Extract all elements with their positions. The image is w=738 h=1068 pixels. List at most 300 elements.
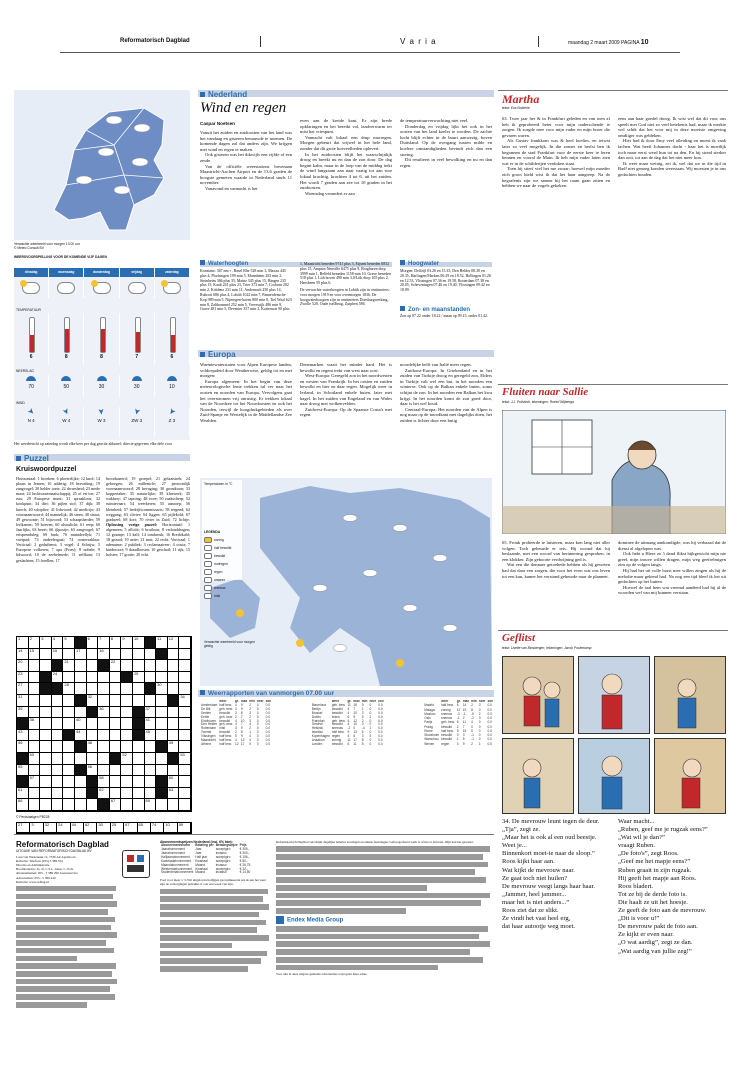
- crossword-cell[interactable]: [40, 695, 52, 707]
- nederland-paragraph: Vanuit het zuiden en zuidoosten van het land was het vandaag en gisteren benauwde te noemen. De komende dagen zal dat anders zijn. We krijgen met wind en regen te maken.: [200, 130, 292, 152]
- crossword-cell[interactable]: [145, 776, 157, 788]
- geflitst-left-line: Weet je...: [502, 842, 527, 850]
- crossword-cell[interactable]: [40, 707, 52, 719]
- crossword-cell[interactable]: [98, 695, 110, 707]
- crossword-cell[interactable]: [168, 649, 180, 661]
- crossword-cell[interactable]: [133, 695, 145, 707]
- crossword-cell[interactable]: [98, 730, 110, 742]
- crossword-cell[interactable]: [87, 718, 99, 730]
- crossword-cell[interactable]: 18: [98, 649, 110, 661]
- crossword-cell[interactable]: 48: [87, 741, 99, 753]
- solution-cell[interactable]: [178, 823, 191, 833]
- weather-table-cell: 0.0: [265, 714, 271, 719]
- weather-table-cell: 5: [361, 741, 364, 746]
- crossword-cell[interactable]: [52, 707, 64, 719]
- crossword-cell[interactable]: 57: [29, 776, 41, 788]
- crossword-cell[interactable]: 43: [17, 730, 29, 742]
- crossword-cell[interactable]: [168, 683, 180, 695]
- crossword-cell[interactable]: 12: [168, 637, 180, 649]
- crossword-cell[interactable]: [40, 753, 52, 765]
- crossword-cell[interactable]: [98, 741, 110, 753]
- crossword-cell[interactable]: [110, 707, 122, 719]
- crossword-cell[interactable]: 1: [17, 637, 29, 649]
- solution-cell[interactable]: [138, 823, 151, 833]
- crossword-cell[interactable]: [110, 776, 122, 788]
- solution-cell[interactable]: [71, 823, 84, 833]
- crossword-block: [75, 741, 87, 753]
- crossword-cell[interactable]: 53: [179, 753, 191, 765]
- crossword-cell[interactable]: [145, 672, 157, 684]
- crossword-cell[interactable]: [121, 765, 133, 777]
- crossword-cell[interactable]: [179, 637, 191, 649]
- solution-cell[interactable]: [111, 823, 124, 833]
- solution-cell-number: 10: [165, 822, 170, 827]
- crossword-cell[interactable]: 46: [17, 741, 29, 753]
- crossword-cell[interactable]: 31: [17, 695, 29, 707]
- crossword-cell[interactable]: [63, 765, 75, 777]
- solution-cell[interactable]: [124, 823, 137, 833]
- crossword-cell[interactable]: [110, 683, 122, 695]
- crossword-cell[interactable]: [98, 672, 110, 684]
- crossword-cell[interactable]: [40, 649, 52, 661]
- crossword-cell[interactable]: [52, 765, 64, 777]
- crossword-cell[interactable]: [133, 788, 145, 800]
- crossword-cell[interactable]: [110, 695, 122, 707]
- crossword-cell[interactable]: [63, 799, 75, 811]
- weather-table-cell: Malaga: [424, 707, 435, 712]
- weather-table-cell: Frankfurt: [311, 718, 325, 723]
- abo-header: Betaling per: [195, 843, 214, 848]
- fc-temps-cell: [84, 313, 119, 365]
- crossword-cell[interactable]: 32: [87, 695, 99, 707]
- weather-table-row: [311, 743, 385, 747]
- solution-cell[interactable]: [151, 823, 164, 833]
- crossword-cell[interactable]: [40, 776, 52, 788]
- geflitst-left-line: „Tja”, zegt ze.: [502, 826, 541, 834]
- europa-paragraph: Europa algemeen: In het begin van deze meteorologische lente trekken tal ver naar het oosten en noorden van Europa. Vervolgens gaat het overstromen vrij onrustig. Er trekken lokaal van de Noordzee tot het Noordoosten en ook het Noorden, terwijl de hoogdrukgebieden als over Zuid-Spanje en Westelijk in de Middellandse Zee Wealden.: [200, 378, 292, 423]
- header-divider-right: [538, 36, 539, 47]
- crossword-cell[interactable]: [52, 799, 64, 811]
- crossword-cell[interactable]: 50: [29, 753, 41, 765]
- weer-footnote: Het weerbericht op zaterdag wordt elke keer per dag geactie aldaarel; directe gegevens elke dele voor: [14, 442, 173, 446]
- crossword-cell[interactable]: [63, 695, 75, 707]
- martha-column-2: [618, 116, 726, 178]
- crossword-cell[interactable]: [63, 718, 75, 730]
- thermometer-fill: [171, 335, 175, 352]
- solution-cell-number: 59: [178, 822, 184, 827]
- crossword-cell[interactable]: [179, 649, 191, 661]
- weer-section: [14, 90, 190, 450]
- crossword-cell[interactable]: [168, 672, 180, 684]
- solution-cell[interactable]: [164, 823, 177, 833]
- crossword-cell[interactable]: 38: [29, 718, 41, 730]
- crossword-cell[interactable]: [63, 741, 75, 753]
- crossword-cell[interactable]: [179, 765, 191, 777]
- crossword-cell[interactable]: [121, 660, 133, 672]
- crossword-cell[interactable]: [63, 776, 75, 788]
- crossword-cell[interactable]: [29, 672, 41, 684]
- puzzel-square-icon: [16, 456, 21, 461]
- abo-cell: € 14,50: [239, 870, 251, 875]
- solution-cell-number: 24: [58, 822, 63, 827]
- geflitst-right-line: Hij geeft het mapje aan Roos.: [618, 874, 697, 882]
- crossword-cell[interactable]: [156, 718, 168, 730]
- weather-table-cell: 0: [256, 710, 259, 715]
- header-section: V a r i a: [400, 37, 437, 46]
- crossword-cell[interactable]: [52, 741, 64, 753]
- crossword-cell[interactable]: 49: [168, 741, 180, 753]
- forecast-wind-value: W 4: [62, 418, 71, 423]
- crossword-cell[interactable]: 5: [63, 637, 75, 649]
- fluiten-paragraph: Hij had het uit volle borst mee willen zingen als hij de melodie maar gekend had. Na nog een tijd bleef ik het uit gedachten op het buiten.: [618, 567, 726, 585]
- colophon-right-filler: [276, 846, 492, 913]
- crossword-cell[interactable]: 21: [63, 660, 75, 672]
- weather-table-cell: 9: [240, 734, 243, 739]
- crossword-cell[interactable]: [121, 683, 133, 695]
- crossword-cell[interactable]: [145, 649, 157, 661]
- weather-table-cell: bewolkt: [331, 741, 343, 746]
- fc-temps-cell: [155, 313, 190, 365]
- weather-table-cell: 3: [456, 741, 459, 746]
- legend-item: [204, 585, 240, 591]
- nederland-paragraph: In het zuidoosten blijft het waarschijnlijk droog en breekt nu en dan de zon door. De dag begint kalm, maar in de loop van de middag trekt de wind langzaam aan naar vaatig tot aan stoe lokaal krachtig, krachten 4 tot 6, uit het zuiden. Het wordt 7 graden aan zee tot 10 graden in het zuidoosten.: [300, 151, 392, 191]
- crossword-cell[interactable]: [52, 695, 64, 707]
- crossword-cell[interactable]: [133, 765, 145, 777]
- crossword-cell[interactable]: [110, 672, 122, 684]
- europa-section-title: [200, 350, 236, 359]
- forecast-table: [14, 268, 190, 440]
- crossword-cell[interactable]: [52, 788, 64, 800]
- crossword-cell[interactable]: [110, 730, 122, 742]
- crossword-cell[interactable]: 37: [145, 707, 157, 719]
- crossword-cell[interactable]: [40, 788, 52, 800]
- weather-table-cell: -1: [462, 711, 466, 716]
- crossword-block: [63, 730, 75, 742]
- crossword-cell[interactable]: [179, 718, 191, 730]
- geflitst-rule: [498, 630, 728, 631]
- crossword-cell[interactable]: [52, 718, 64, 730]
- crossword-cell[interactable]: [87, 753, 99, 765]
- crossword-cell[interactable]: [29, 660, 41, 672]
- fc-wind-cell: [84, 407, 119, 437]
- crossword-cell[interactable]: 60: [168, 776, 180, 788]
- crossword-cell[interactable]: 8: [110, 637, 122, 649]
- crossword-cell[interactable]: 16: [52, 649, 64, 661]
- crossword-cell[interactable]: [87, 799, 99, 811]
- solution-cell[interactable]: [97, 823, 110, 833]
- crossword-cell[interactable]: [168, 660, 180, 672]
- crossword-block: [145, 683, 157, 695]
- abo-cell: acceptgiro: [215, 854, 231, 859]
- crossword-cell[interactable]: [145, 753, 157, 765]
- wind-arrow-icon: ➤: [131, 407, 142, 416]
- weather-table-cell: 9: [240, 706, 243, 711]
- crossword-cell[interactable]: [156, 730, 168, 742]
- martha-column-1: [502, 116, 610, 189]
- crossword-cell[interactable]: 61: [17, 788, 29, 800]
- abo-cell: € 300,-: [239, 850, 250, 855]
- crossword-cell[interactable]: 15: [29, 649, 41, 661]
- header-date-text: maandag 2 maart 2009: [568, 40, 620, 46]
- crossword-cell[interactable]: [179, 660, 191, 672]
- solution-cell-number: 44: [71, 822, 77, 827]
- crossword-cell[interactable]: [145, 695, 157, 707]
- weather-table-cell: 15: [462, 728, 467, 733]
- weather-table-cell: 0: [478, 733, 481, 738]
- crossword-cell[interactable]: 7: [98, 637, 110, 649]
- crossword-cell[interactable]: [121, 718, 133, 730]
- crossword-cell[interactable]: 36: [98, 707, 110, 719]
- crossword-cell[interactable]: [98, 753, 110, 765]
- crossword-cell[interactable]: [156, 799, 168, 811]
- weather-table-cell: bewolkt: [441, 737, 452, 742]
- crossword-cell[interactable]: [168, 718, 180, 730]
- crossword-cell[interactable]: [98, 683, 110, 695]
- crossword-cell[interactable]: [75, 753, 87, 765]
- weather-table-cell: geh. bew.: [331, 718, 346, 723]
- weather-table-header: gr.: [456, 699, 461, 704]
- crossword-cell[interactable]: 34: [179, 695, 191, 707]
- comic-figures: [502, 656, 726, 814]
- solution-cell[interactable]: [84, 823, 97, 833]
- solution-cell[interactable]: [44, 823, 57, 833]
- weather-table-cell: 1: [361, 706, 364, 711]
- crossword-cell[interactable]: [110, 741, 122, 753]
- weather-table-cell: 2: [462, 716, 465, 721]
- crossword-cell[interactable]: [145, 741, 157, 753]
- crossword-cell[interactable]: [121, 730, 133, 742]
- weather-table-cell: Amsterdam: [201, 702, 218, 707]
- crossword-cell[interactable]: 17: [75, 649, 87, 661]
- weather-table-cell: 0: [256, 702, 259, 707]
- crossword-cell[interactable]: [133, 799, 145, 811]
- colophon-line: Abonnementen: 055 - 5 389 299 Lezersservice: [16, 871, 78, 876]
- martha-paragraph: eens aan haar goedel droeg. Ik wist wel dat dit voor ons speelt met God niet zo veel betekenis had, maar ik merkte wel schik dat het voor mij in deze moeiste omgeving omdiiger was gebleken.: [618, 116, 726, 138]
- legend-item: [204, 569, 240, 575]
- crossword-cell[interactable]: 63: [168, 788, 180, 800]
- crossword-cell[interactable]: [110, 718, 122, 730]
- weather-table-cell: 7: [462, 724, 465, 729]
- crossword-cell[interactable]: 41: [145, 718, 157, 730]
- crossword-cell[interactable]: [29, 695, 41, 707]
- legend-label: regen: [214, 569, 223, 574]
- crossword-cell[interactable]: 28: [63, 683, 75, 695]
- crossword-cell[interactable]: 22: [110, 660, 122, 672]
- europa-paragraph: West-Europa: Geregeld zon in het noordwesten en westen van Frankrijk. In het oosten en zuiden bewolkt en hier en daar regen. Mogelijk weer in Ierland, in Schotland enkele buien, later met hagel. In het zuiden van Engeland en van Wales naar droog met wolkenvelden.: [300, 373, 393, 407]
- crossword-cell[interactable]: [87, 672, 99, 684]
- crossword-cell[interactable]: 40: [75, 718, 87, 730]
- crossword-cell[interactable]: [156, 753, 168, 765]
- colophon-right-filler-2: [276, 926, 492, 970]
- weather-table-header: max: [462, 699, 470, 704]
- crossword-cell[interactable]: [75, 799, 87, 811]
- weather-table-cell: 9: [353, 714, 356, 719]
- crossword-cell[interactable]: [75, 672, 87, 684]
- crossword-cell[interactable]: 52: [121, 753, 133, 765]
- crossword-cell[interactable]: [133, 776, 145, 788]
- weather-table-cell: bewolkt: [331, 706, 343, 711]
- crossword-grid[interactable]: [16, 636, 192, 812]
- crossword-cell[interactable]: [121, 695, 133, 707]
- forecast-wind-value: ZW 3: [131, 418, 143, 423]
- crossword-cell[interactable]: 56: [87, 765, 99, 777]
- crossword-cell[interactable]: [179, 672, 191, 684]
- crossword-cell[interactable]: [179, 707, 191, 719]
- crossword-cell[interactable]: 62: [98, 788, 110, 800]
- crossword-cell[interactable]: [121, 788, 133, 800]
- colophon-left: [16, 840, 118, 1010]
- crossword-cell[interactable]: [156, 765, 168, 777]
- waterhoogten-col2b-text: De verwachte waterhoogten in Lobith zijn in centimeters: voor morgen 1919 en voor overmorgen 1836. De hoogwaterhoogten zijn in centimeters Doesburgwerking, Zwolle 520, Oude tsellbrug, Zutphen 586.: [300, 287, 390, 307]
- crossword-cell[interactable]: [87, 649, 99, 661]
- crossword-cell[interactable]: 6: [87, 637, 99, 649]
- crossword-cell[interactable]: 24: [52, 672, 64, 684]
- crossword-cell[interactable]: 14: [17, 649, 29, 661]
- crossword-cell[interactable]: [87, 660, 99, 672]
- crossword-cell[interactable]: [110, 765, 122, 777]
- crossword-cell[interactable]: [133, 741, 145, 753]
- crossword-cell[interactable]: [52, 730, 64, 742]
- crossword-cell[interactable]: [29, 683, 41, 695]
- crossword-cell[interactable]: 35: [17, 707, 29, 719]
- crossword-cell[interactable]: [168, 707, 180, 719]
- solution-cell[interactable]: [30, 823, 43, 833]
- crossword-cell[interactable]: [75, 788, 87, 800]
- crossword-cell[interactable]: 44: [75, 730, 87, 742]
- crossword-cell[interactable]: [75, 776, 87, 788]
- crossword-cell[interactable]: [63, 707, 75, 719]
- crossword-block: [168, 695, 180, 707]
- crossword-cell[interactable]: [75, 683, 87, 695]
- crossword-cell[interactable]: 2: [29, 637, 41, 649]
- weather-table-cell: sneeuw: [441, 716, 453, 721]
- crossword-cell[interactable]: [29, 799, 41, 811]
- weather-table-cell: Wenen: [424, 741, 435, 746]
- fc-days-cell: [155, 268, 190, 277]
- crossword-cell[interactable]: [40, 730, 52, 742]
- crossword-cell[interactable]: [133, 649, 145, 661]
- crossword-cell[interactable]: 67: [110, 799, 122, 811]
- crossword-cell[interactable]: [40, 741, 52, 753]
- crossword-cell[interactable]: [63, 788, 75, 800]
- weather-table-header: min: [249, 699, 255, 703]
- crossword-cell[interactable]: [121, 776, 133, 788]
- crossword-cell[interactable]: [121, 649, 133, 661]
- crossword-cell[interactable]: [63, 753, 75, 765]
- crossword-cell[interactable]: [179, 730, 191, 742]
- weather-table-cell: 10: [240, 718, 245, 723]
- crossword-cell[interactable]: 9: [121, 637, 133, 649]
- crossword-cell[interactable]: [145, 765, 157, 777]
- puzzel-section-text: Puzzel: [24, 454, 49, 463]
- crossword-cell[interactable]: [29, 788, 41, 800]
- weather-table-cell: 7: [240, 714, 243, 719]
- crossword-cell[interactable]: [168, 799, 180, 811]
- crossword-cell[interactable]: [145, 660, 157, 672]
- crossword-cell[interactable]: [179, 788, 191, 800]
- weather-table-cell: bewolkt: [219, 730, 231, 735]
- crossword-cell[interactable]: 55: [17, 765, 29, 777]
- waterhoogten-col2: [300, 262, 392, 307]
- fluiten-column-1: [502, 540, 610, 579]
- crossword-cell[interactable]: 30: [156, 683, 168, 695]
- weather-table-cell: 0: [256, 726, 259, 731]
- crossword-cell[interactable]: 58: [98, 776, 110, 788]
- crossword-cell[interactable]: [52, 753, 64, 765]
- crossword-cell[interactable]: 27: [17, 683, 29, 695]
- crossword-cell[interactable]: [52, 776, 64, 788]
- crossword-cell[interactable]: 11: [156, 637, 168, 649]
- weather-report-tables: [200, 700, 494, 747]
- abo-cell: Halfjaarabonnement: [161, 854, 190, 859]
- crossword-cell[interactable]: 66: [17, 799, 29, 811]
- solution-cell-number: 67: [125, 822, 130, 827]
- crossword-cell[interactable]: [75, 660, 87, 672]
- weather-table-cell: 9: [361, 702, 364, 707]
- legend-symbol-icon: [204, 577, 212, 583]
- weather-table-cell: 5: [234, 734, 237, 739]
- crossword-cell[interactable]: [98, 718, 110, 730]
- crossword-cell[interactable]: [156, 695, 168, 707]
- geflitst-left-line: Roos kijkt haar aan.: [502, 858, 555, 866]
- crossword-cell[interactable]: 45: [145, 730, 157, 742]
- solution-cell[interactable]: [17, 823, 30, 833]
- crossword-cell[interactable]: [40, 765, 52, 777]
- solution-cell[interactable]: [57, 823, 70, 833]
- crossword-cell[interactable]: 69: [145, 799, 157, 811]
- colophon-line: Advertenties: 055 - 5 389 444: [16, 875, 56, 880]
- crossword-cell[interactable]: 3: [40, 637, 52, 649]
- weather-table-cell: 3: [462, 733, 465, 738]
- crossword-cell[interactable]: 4: [52, 637, 64, 649]
- crossword-cell[interactable]: 23: [17, 672, 29, 684]
- crossword-cell[interactable]: [156, 707, 168, 719]
- thermometer-fill: [101, 329, 105, 352]
- crossword-block: [156, 788, 168, 800]
- abo-cell: € 156,-: [239, 854, 250, 859]
- colophon-right-text: Reformatorisch Dagblad verschijnt dagelijks behalve zondagen en enkele feestdagen. Gefotografeerd werk is of het er beloven, blijk kan het gewerkt.: [276, 840, 474, 844]
- crossword-block: [98, 799, 110, 811]
- crossword-cell[interactable]: 20: [17, 660, 29, 672]
- crossword-cell[interactable]: [156, 660, 168, 672]
- crossword-block: [17, 753, 29, 765]
- crossword-cell[interactable]: [121, 707, 133, 719]
- abo-cell: Studentenabonnement: [161, 870, 194, 875]
- nederland-headline: Wind en regen: [200, 100, 287, 116]
- crossword-cell[interactable]: [40, 799, 52, 811]
- fluiten-paragraph: dominee de uitmang aankondigde, was hij verbaasd dat de dienst al afgelopen was.: [618, 540, 726, 551]
- crossword-cell[interactable]: [179, 776, 191, 788]
- forecast-temp-value: 8: [100, 354, 103, 360]
- weather-table-cell: half bew.: [219, 734, 232, 739]
- crossword-cell[interactable]: [179, 799, 191, 811]
- martha-paragraph: Als Gustav frankkom was & heel koelies, en ietwat later zo veel mogelijk. In die zomer en herfst ben ik begonnen de stad Frankfurt voor de eerste keer te leren kennen en vooral de Main. Ik heb mijn vader laten zien wat er in de schilderijen verdoken staat.: [502, 138, 610, 166]
- weather-table-cell: 2: [249, 714, 252, 719]
- fc-wind-cell: [14, 407, 49, 437]
- crossword-cell[interactable]: [133, 753, 145, 765]
- crossword-cell[interactable]: [121, 799, 133, 811]
- crossword-cell[interactable]: 10: [133, 637, 145, 649]
- crossword-cell[interactable]: [133, 683, 145, 695]
- weather-table-cell: Rotterdam: [201, 726, 216, 731]
- crossword-cell[interactable]: 25: [133, 672, 145, 684]
- crossword-cell[interactable]: [40, 718, 52, 730]
- fluiten-credit-label: tekst:: [502, 400, 510, 404]
- weather-table-cell: Londen: [311, 741, 323, 746]
- crossword-cell[interactable]: [40, 660, 52, 672]
- weather-table-header: min: [471, 699, 477, 704]
- crossword-cell[interactable]: [29, 730, 41, 742]
